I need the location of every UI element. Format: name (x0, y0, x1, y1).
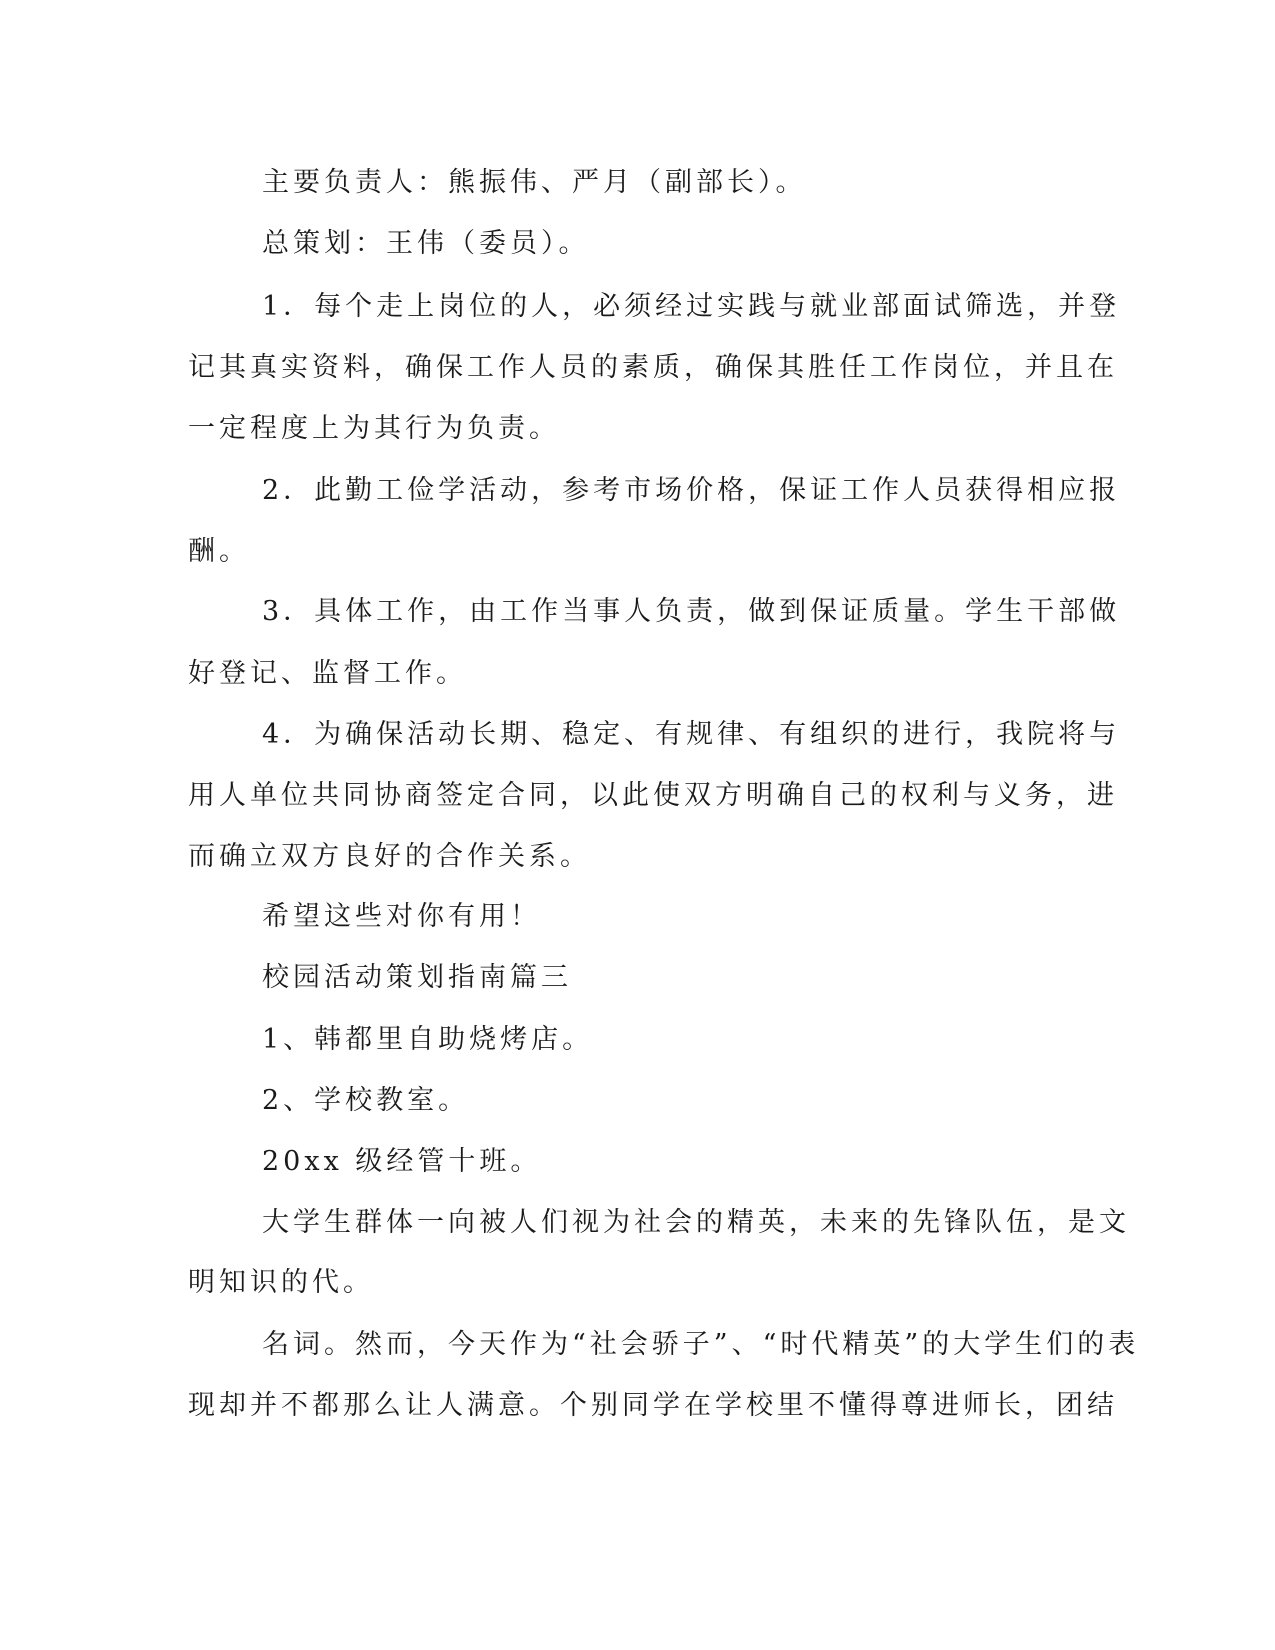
text-line: 主要负责人：熊振伟、严月（副部长）。 (262, 167, 807, 198)
text-line: 用人单位共同协商签定合同，以此使双方明确自己的权利与义务，进 (188, 780, 1118, 811)
text-line: 总策划：王伟（委员）。 (262, 228, 590, 259)
text-line: 20xx 级经管十班。 (262, 1146, 542, 1177)
text-line: 记其真实资料，确保工作人员的素质，确保其胜任工作岗位，并且在 (188, 352, 1118, 383)
text-line: 2．此勤工俭学活动，参考市场价格，保证工作人员获得相应报 (262, 475, 1121, 506)
section-heading: 校园活动策划指南篇三 (262, 962, 572, 993)
text-line: 好登记、监督工作。 (188, 658, 467, 689)
text-line: 现却并不都那么让人满意。个别同学在学校里不懂得尊进师长，团结 (188, 1390, 1118, 1421)
text-line: 1．每个走上岗位的人，必须经过实践与就业部面试筛选，并登 (262, 291, 1121, 322)
text-line: 4．为确保活动长期、稳定、有规律、有组织的进行，我院将与 (262, 719, 1121, 750)
text-line: 明知识的代。 (188, 1267, 374, 1298)
text-line: 名词。然而，今天作为“社会骄子”、“时代精英”的大学生们的表 (262, 1329, 1140, 1360)
text-line: 希望这些对你有用！ (262, 901, 541, 932)
text-line: 1、韩都里自助烧烤店。 (262, 1024, 594, 1055)
text-line: 大学生群体一向被人们视为社会的精英，未来的先锋队伍，是文 (262, 1207, 1130, 1238)
text-line: 一定程度上为其行为负责。 (188, 413, 560, 444)
text-line: 2、学校教室。 (262, 1085, 470, 1116)
text-line: 酬。 (188, 536, 250, 567)
text-line: 而确立双方良好的合作关系。 (188, 841, 591, 872)
text-line: 3．具体工作，由工作当事人负责，做到保证质量。学生干部做 (262, 596, 1121, 627)
